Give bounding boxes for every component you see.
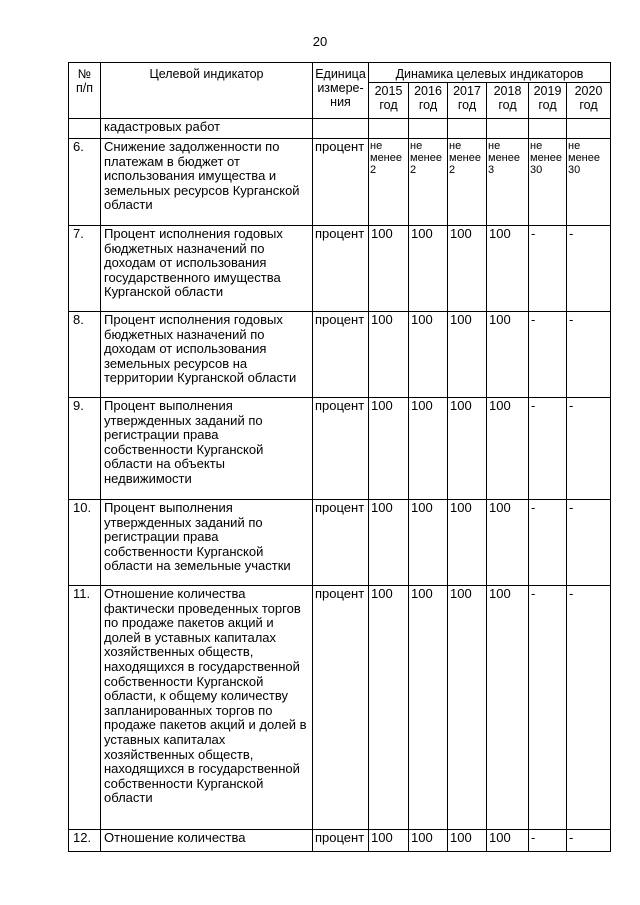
indicator-name: Отношение количества фактически проведенных торгов по продаже пакетов акций и долей в уставных капиталах хозяйственных обществ, находящихся в государственной собственности Курганской области, к общему количеству запланированных торгов по продаже пакетов акций и долей в уставных капиталах хозяйственных обществ, находящихся в государственной собственности Курганской области — [101, 586, 313, 830]
header-year-2020: 2020 год — [567, 83, 611, 119]
header-year-2017: 2017 год — [448, 83, 487, 119]
value-2017: 100 — [448, 586, 487, 830]
value-2017: 100 — [448, 830, 487, 852]
unit-cell: процент — [313, 398, 369, 500]
value-2015: 100 — [369, 830, 409, 852]
value-2017: 100 — [448, 398, 487, 500]
row-number: 10. — [69, 500, 101, 586]
table-row — [69, 500, 611, 586]
value-2020: - — [567, 586, 611, 830]
header-unit: Единица измере-ния — [313, 63, 369, 119]
value-2018: 100 — [487, 398, 529, 500]
value-2019: - — [529, 398, 567, 500]
value-2017: 100 — [448, 500, 487, 586]
row-number: 12. — [69, 830, 101, 852]
indicator-name: Процент исполнения годовых бюджетных назначений по доходам от использования государственного имущества Курганской области — [101, 226, 313, 312]
value-2016: не менее 2 — [409, 139, 448, 226]
value-2020: - — [567, 312, 611, 398]
indicator-name: Процент выполнения утвержденных заданий по регистрации права собственности Курганской области на объекты недвижимости — [101, 398, 313, 500]
value-2020: не менее 30 — [567, 139, 611, 226]
header-year-2019: 2019 год — [529, 83, 567, 119]
table-row — [69, 226, 611, 312]
header-year-2016: 2016 год — [409, 83, 448, 119]
unit-cell: процент — [313, 830, 369, 852]
unit-cell: процент — [313, 500, 369, 586]
table-row — [69, 139, 611, 226]
row-number: 9. — [69, 398, 101, 500]
value-2016: 100 — [409, 312, 448, 398]
indicator-name: Процент исполнения годовых бюджетных назначений по доходам от использования земельных ресурсов на территории Курганской области — [101, 312, 313, 398]
header-year-2015: 2015 год — [369, 83, 409, 119]
value-2020: - — [567, 398, 611, 500]
unit-cell: процент — [313, 139, 369, 226]
value-2018: 100 — [487, 830, 529, 852]
value-2020: - — [567, 500, 611, 586]
header-indicator: Целевой индикатор — [101, 63, 313, 119]
row-number: 11. — [69, 586, 101, 830]
value-2019: - — [529, 226, 567, 312]
table-row — [69, 830, 611, 852]
row-number: 8. — [69, 312, 101, 398]
value-2015: 100 — [369, 312, 409, 398]
value-2018: не менее 3 — [487, 139, 529, 226]
value-2015: 100 — [369, 586, 409, 830]
value-2018: 100 — [487, 586, 529, 830]
table-row — [69, 586, 611, 830]
value-2019: - — [529, 830, 567, 852]
header-year-2018: 2018 год — [487, 83, 529, 119]
indicators-table — [68, 62, 611, 852]
value-2019: - — [529, 500, 567, 586]
value-2019: не менее 30 — [529, 139, 567, 226]
value-2017: не менее 2 — [448, 139, 487, 226]
continuation-text: кадастровых работ — [101, 119, 313, 139]
row-number: 7. — [69, 226, 101, 312]
header-num: № п/п — [69, 63, 101, 119]
value-2016: 100 — [409, 586, 448, 830]
value-2020: - — [567, 830, 611, 852]
unit-cell: процент — [313, 226, 369, 312]
indicator-name: Отношение количества — [101, 830, 313, 852]
value-2016: 100 — [409, 830, 448, 852]
value-2017: 100 — [448, 226, 487, 312]
unit-cell: процент — [313, 586, 369, 830]
value-2018: 100 — [487, 500, 529, 586]
unit-cell: процент — [313, 312, 369, 398]
value-2017: 100 — [448, 312, 487, 398]
value-2019: - — [529, 312, 567, 398]
value-2019: - — [529, 586, 567, 830]
row-number: 6. — [69, 139, 101, 226]
table-row — [69, 312, 611, 398]
value-2015: 100 — [369, 398, 409, 500]
table-row-continuation — [69, 119, 611, 139]
value-2016: 100 — [409, 398, 448, 500]
indicator-name: Снижение задолженности по платежам в бюджет от использования имущества и земельных ресурсов Курганской области — [101, 139, 313, 226]
value-2015: 100 — [369, 226, 409, 312]
page-number: 20 — [312, 34, 328, 49]
value-2016: 100 — [409, 500, 448, 586]
value-2020: - — [567, 226, 611, 312]
value-2018: 100 — [487, 226, 529, 312]
indicator-name: Процент выполнения утвержденных заданий по регистрации права собственности Курганской области на земельные участки — [101, 500, 313, 586]
value-2015: 100 — [369, 500, 409, 586]
value-2018: 100 — [487, 312, 529, 398]
value-2016: 100 — [409, 226, 448, 312]
header-dynamics: Динамика целевых индикаторов — [369, 63, 611, 83]
value-2015: не менее 2 — [369, 139, 409, 226]
table-row — [69, 398, 611, 500]
